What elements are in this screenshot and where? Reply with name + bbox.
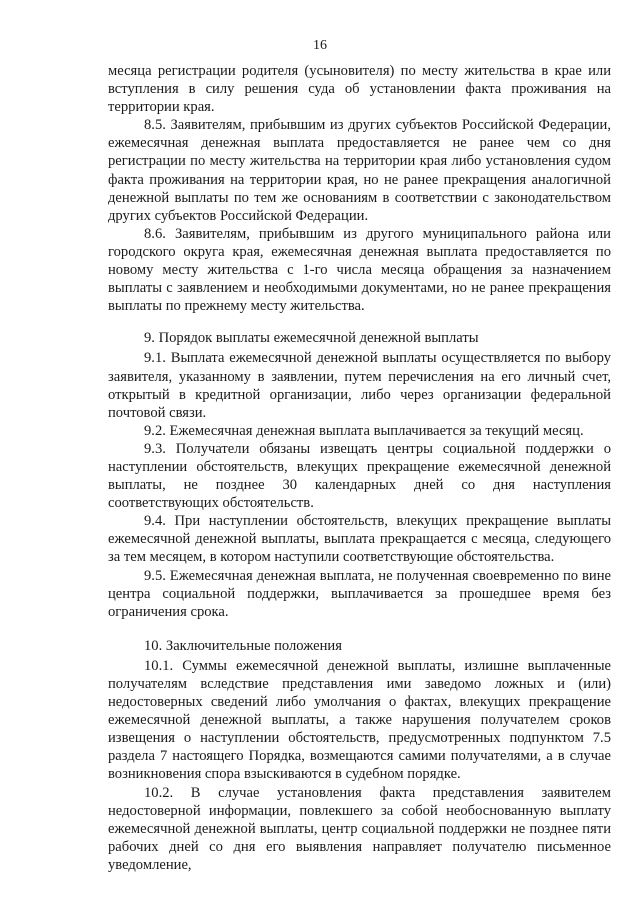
paragraph-9-2: 9.2. Ежемесячная денежная выплата выплачивается за текущий месяц. <box>144 422 584 439</box>
section-10-heading: 10. Заключительные положения <box>144 637 342 654</box>
paragraph-8-6: 8.6. Заявителям, прибывшим из другого муниципального района или городского округа края, ежемесячная денежная выплата предоставляется по новому месту жительства с 1-го числа месяца обращения за назначением выплаты с заявлением и необходимыми документами, но не ранее прекращения выплаты по прежнему месту жительства. <box>108 225 611 315</box>
paragraph-9-4: 9.4. При наступлении обстоятельств, влекущих прекращение выплаты ежемесячной денежной выплаты, выплата прекращается с месяца, следующего за тем месяцем, в котором наступили соответствующие обстоятельства. <box>108 513 611 566</box>
document-body <box>108 62 611 874</box>
paragraph-9-5: 9.5. Ежемесячная денежная выплата, не полученная своевременно по вине центра социальной поддержки, выплачивается за прошедшее время без ограничения срока. <box>108 567 611 620</box>
paragraph-10-1: 10.1. Суммы ежемесячной денежной выплаты, излишне выплаченные получателям вследствие представления ими заведомо ложных и (или) недостоверных сведений либо умолчания о фактах, влекущих прекращение ежемесячной денежной выплаты, а также нарушения получателем сроков извещения о наступлении обстоятельств, предусмотренных подпунктом 7.5 раздела 7 настоящего Порядка, возмещаются самими получателями, а в случае возникновения спора взыскиваются в судебном порядке. <box>108 657 611 783</box>
paragraph-8-5: 8.5. Заявителям, прибывшим из других субъектов Российской Федерации, ежемесячная денежная выплата предоставляется не ранее чем со дня регистрации по месту жительства на территории края либо установления судом факта проживания на территории края, но не ранее прекращения аналогичной денежной выплаты по тем же основаниям в соответствии с законодательством других субъектов Российской Федерации. <box>108 117 611 224</box>
paragraph-9-1: 9.1. Выплата ежемесячной денежной выплаты осуществляется по выбору заявителя, указанному в заявлении, путем перечисления на его личный счет, открытый в кредитной организации, либо через организации федеральной почтовой связи. <box>108 350 611 421</box>
paragraph-9-3: 9.3. Получатели обязаны извещать центры социальной поддержки о наступлении обстоятельств, влекущих прекращение ежемесячной денежной выплаты, не позднее 30 календарных дней со дня наступления соответствующих обстоятельств. <box>108 440 611 512</box>
page-number: 16 <box>313 38 327 53</box>
paragraph-10-2: 10.2. В случае установления факта представления заявителем недостоверной информации, повлекшего за собой необоснованную выплату ежемесячной денежной выплаты, центр социальной поддержки не позднее пяти рабочих дней со дня его выявления направляет получателю письменное уведомление, <box>108 784 611 873</box>
paragraph-continuation: месяца регистрации родителя (усыновителя) по месту жительства в крае или вступления в силу решения суда об установлении факта проживания на территории края. <box>108 63 611 116</box>
section-9-heading: 9. Порядок выплаты ежемесячной денежной выплаты <box>144 330 479 347</box>
